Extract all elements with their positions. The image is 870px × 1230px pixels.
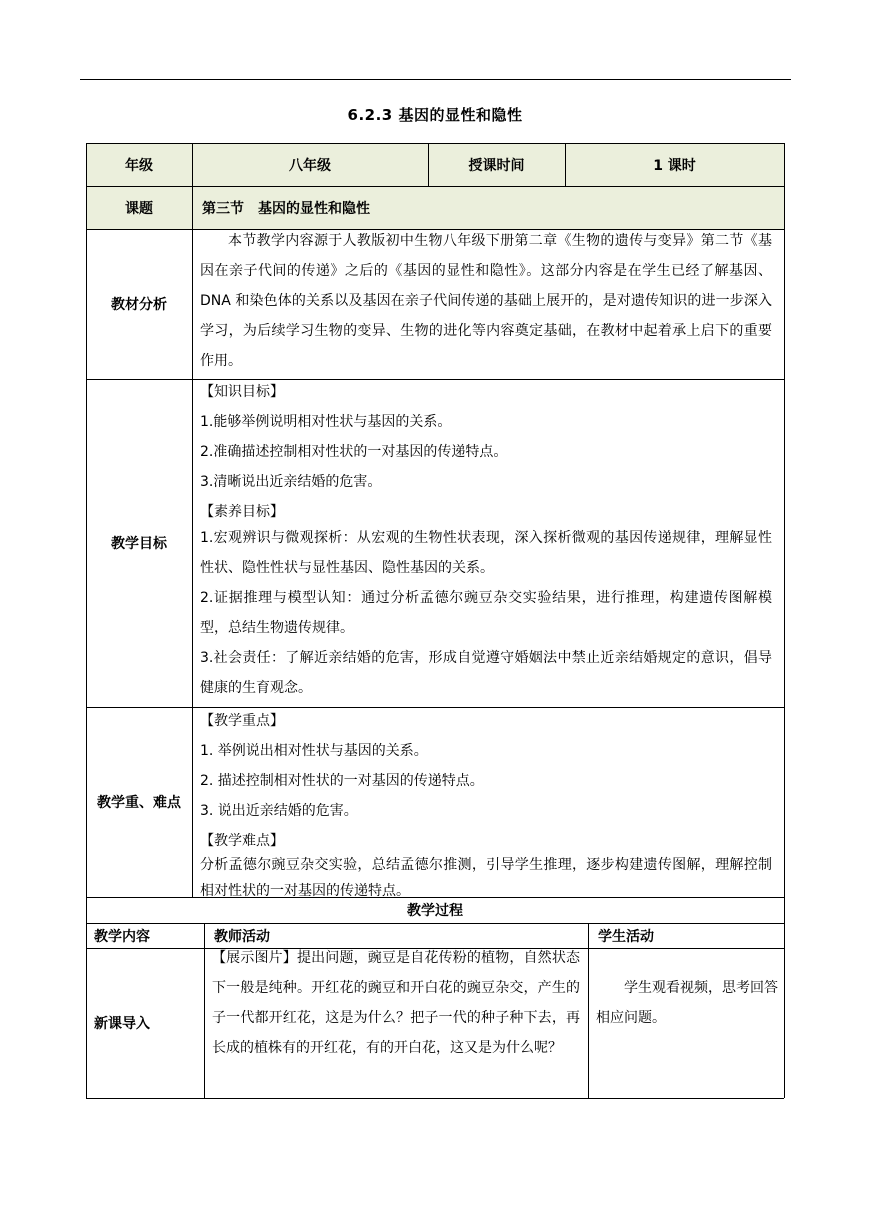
- table-border: [86, 948, 784, 949]
- table-border: [784, 143, 785, 1098]
- table-border: [192, 143, 193, 897]
- literacy-item: 2.证据推理与模型认知：通过分析孟德尔豌豆杂交实验结果，进行推理，构建遗传图解模型，总结生物遗传规律。: [200, 590, 772, 636]
- knowledge-item: 3.清晰说出近亲结婚的危害。: [200, 474, 382, 490]
- header-rule: [80, 79, 791, 80]
- table-border: [204, 923, 205, 1098]
- knowledge-item: 2.准确描述控制相对性状的一对基因的传递特点。: [200, 444, 508, 460]
- table-border: [86, 229, 784, 230]
- analysis-label: 教材分析: [111, 297, 167, 313]
- row-content: 新课导入: [94, 1016, 150, 1032]
- col-teacher-header: 教师活动: [214, 928, 270, 945]
- col-student-header: 学生活动: [598, 928, 654, 945]
- document-title: 6.2.3 基因的显性和隐性: [347, 106, 523, 124]
- row-student: 学生观看视频，思考回答相应问题。: [596, 980, 778, 1026]
- grade-value: 八年级: [289, 157, 331, 174]
- table-border: [565, 143, 566, 186]
- literacy-item: 1.宏观辨识与微观探析：从宏观的生物性状表现，深入探析微观的基因传递规律，理解显性性状、隐性性状与显性基因、隐性基因的关系。: [200, 530, 772, 576]
- topic-label: 课题: [125, 200, 153, 217]
- table-border: [86, 379, 784, 380]
- table-border: [86, 186, 784, 187]
- table-border: [86, 707, 784, 708]
- table-border: [428, 143, 429, 186]
- col-content-header: 教学内容: [94, 928, 150, 945]
- analysis-text: 本节教学内容源于人教版初中生物八年级下册第二章《生物的遗传与变异》第二节《基因在亲子代间的传递》之后的《基因的显性和隐性》。这部分内容是在学生已经了解基因、DNA 和染色体的关系以及基因在亲子代间传递的基础上展开的，是对遗传知识的进一步深入学习，为后续学习生物的变异、生物的进化等内容奠定基础，在教材中起着承上启下的重要作用。: [200, 233, 772, 369]
- literacy-heading: 【素养目标】: [200, 504, 284, 520]
- table-border: [588, 923, 589, 1098]
- focus-item: 2. 描述控制相对性状的一对基因的传递特点。: [200, 773, 484, 789]
- difficulty-text: 分析孟德尔豌豆杂交实验，总结孟德尔推测，引导学生推理，逐步构建遗传图解，理解控制相对性状的一对基因的传递特点。: [200, 857, 772, 899]
- table-border: [86, 923, 784, 924]
- process-title: 教学过程: [407, 903, 463, 919]
- topic-value: 第三节 基因的显性和隐性: [202, 200, 370, 217]
- keypoints-label: 教学重、难点: [97, 795, 181, 811]
- table-border: [86, 143, 784, 144]
- difficulty-heading: 【教学难点】: [200, 833, 284, 849]
- row-teacher: 【展示图片】提出问题，豌豆是自花传粉的植物，自然状态下一般是纯种。开红花的豌豆和开白花的豌豆杂交，产生的子一代都开红花，这是为什么？把子一代的种子种下去，再长成的植株有的开红花，有的开白花，这又是为什么呢？: [212, 950, 580, 1056]
- knowledge-item: 1.能够举例说明相对性状与基因的关系。: [200, 414, 452, 430]
- grade-label: 年级: [125, 157, 153, 174]
- knowledge-heading: 【知识目标】: [200, 384, 284, 400]
- time-value: 1 课时: [653, 157, 696, 174]
- table-border: [86, 897, 784, 898]
- table-border: [86, 1098, 784, 1099]
- objectives-label: 教学目标: [111, 536, 167, 552]
- time-label: 授课时间: [468, 157, 525, 174]
- literacy-item: 3.社会责任：了解近亲结婚的危害，形成自觉遵守婚姻法中禁止近亲结婚规定的意识，倡导健康的生育观念。: [200, 650, 772, 696]
- focus-item: 1. 举例说出相对性状与基因的关系。: [200, 743, 428, 759]
- focus-item: 3. 说出近亲结婚的危害。: [200, 803, 358, 819]
- table-border: [86, 143, 87, 1098]
- focus-heading: 【教学重点】: [200, 713, 284, 729]
